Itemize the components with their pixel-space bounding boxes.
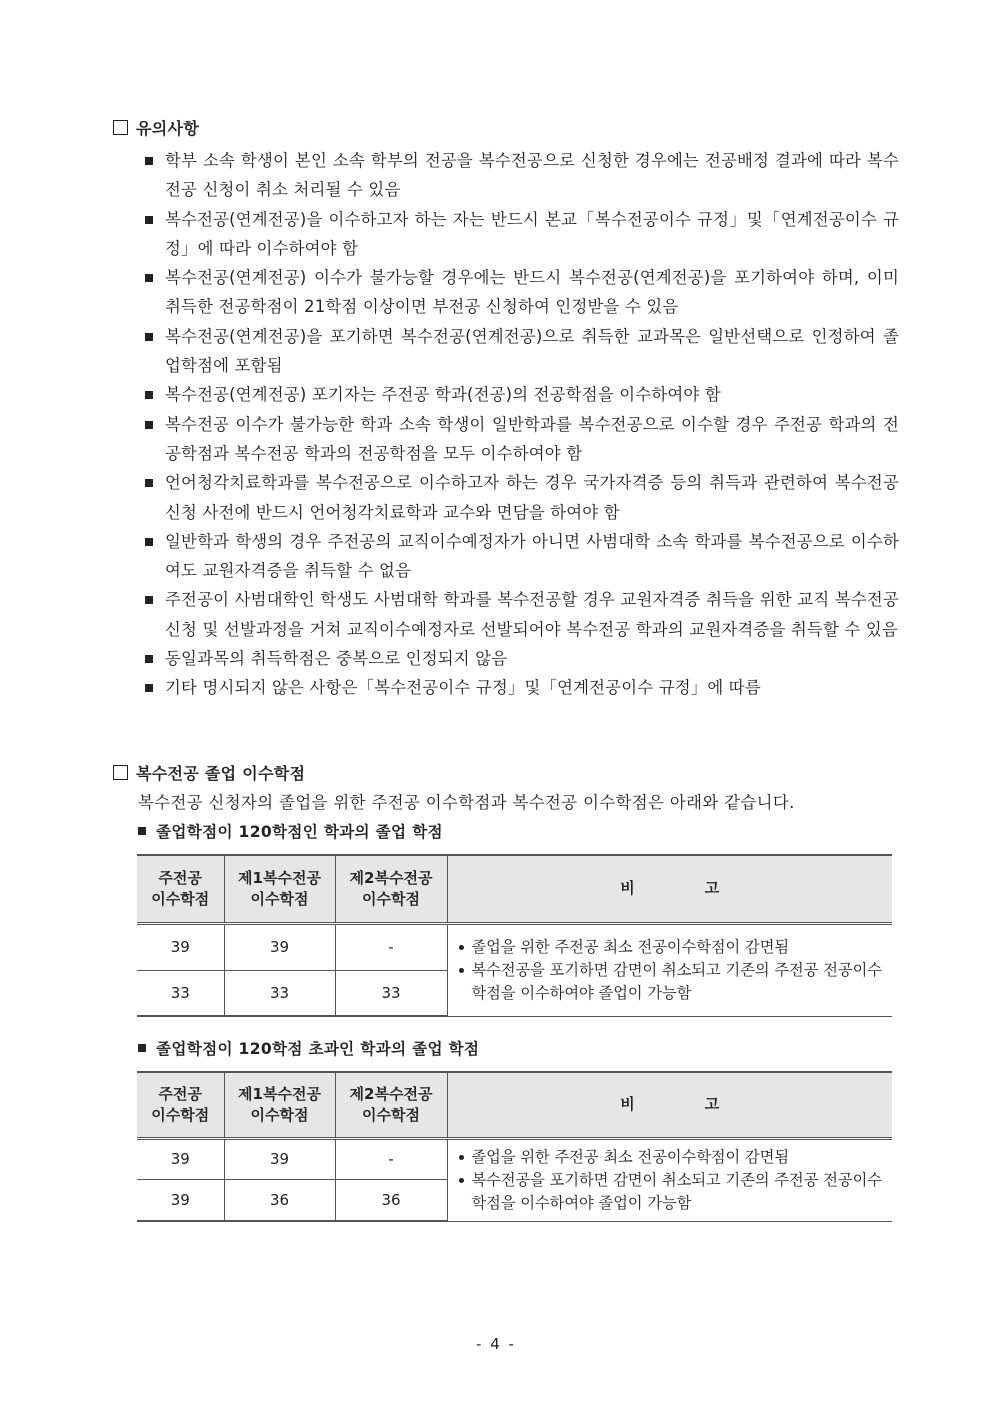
remark-line: [454, 1169, 887, 1215]
table-row: [137, 923, 892, 970]
note-text: 언어청각치료학과를 복수전공으로 이수하고자 하는 경우 국가자격증 등의 취득과 관련하여 복수전공 신청 사전에 반드시 언어청각치료학과 교수와 면담을 하여야 함: [165, 473, 899, 522]
list-item: [143, 410, 899, 469]
header-line: 제2복수전공: [349, 868, 433, 887]
note-text: 복수전공(연계전공)을 포기하면 복수전공(연계전공)으로 취득한 교과목은 일반선택으로 인정하여 졸업학점에 포함됨: [165, 326, 899, 376]
list-item: [143, 585, 899, 644]
graduation-intro: 복수전공 신청자의 졸업을 위한 주전공 이수학점과 복수전공 이수학점은 아래와 같습니다.: [138, 793, 795, 812]
bullet-square-icon: [145, 538, 153, 546]
remark-text: 졸업을 위한 주전공 최소 전공이수학점이 감면됨: [471, 1147, 790, 1166]
list-item: [143, 205, 899, 264]
list-item: [143, 673, 899, 702]
notes-section-heading: [113, 116, 199, 139]
table-caption-over-120: [138, 1037, 479, 1059]
list-item: [143, 146, 899, 205]
table-cell: -: [335, 923, 447, 970]
note-text: 일반학과 학생의 경우 주전공의 교직이수예정자가 아니면 사범대학 소속 학과를 복수전공으로 이수하여도 교원자격증을 취득할 수 없음: [165, 531, 899, 581]
bullet-square-icon: [145, 391, 153, 399]
notes-list: [143, 146, 899, 703]
bullet-square-icon: [138, 1044, 146, 1052]
table-cell: 33: [224, 970, 335, 1016]
table-cell: 39: [224, 1138, 335, 1179]
header-second-double-major: [335, 1072, 447, 1138]
header-line: 이수학점: [362, 1105, 420, 1124]
note-text: 기타 명시되지 않은 사항은「복수전공이수 규정」및「연계전공이수 규정」에 따름: [165, 678, 761, 698]
header-line: 제1복수전공: [238, 1084, 321, 1103]
bullet-square-icon: [145, 216, 153, 224]
table-row: [137, 1138, 892, 1179]
header-major-credits: [137, 855, 224, 923]
header-line: 제2복수전공: [349, 1084, 433, 1103]
bullet-square-icon: [145, 655, 153, 663]
header-remarks: [447, 855, 892, 923]
table-caption-text: 졸업학점이 120학점 초과인 학과의 졸업 학점: [156, 1040, 480, 1058]
table-cell: 33: [335, 970, 447, 1016]
table-header-row: [137, 1072, 892, 1138]
list-item: [143, 644, 899, 673]
bullet-square-icon: [145, 333, 153, 341]
list-item: [143, 527, 899, 586]
header-remarks: [447, 1072, 892, 1138]
bullet-square-icon: [145, 157, 153, 165]
note-text: 동일과목의 취득학점은 중복으로 인정되지 않음: [165, 649, 508, 669]
header-line: 이수학점: [151, 889, 210, 908]
bullet-square-icon: [145, 421, 153, 429]
table-cell: 39: [137, 1179, 224, 1221]
table-cell: 39: [137, 1138, 224, 1179]
note-text: 학부 소속 학생이 본인 소속 학부의 전공을 복수전공으로 신청한 경우에는 전공배정 결과에 따라 복수전공 신청이 취소 처리될 수 있음: [165, 151, 899, 200]
table-header-row: [137, 855, 892, 923]
remarks-cell: [447, 1138, 892, 1221]
note-text: 복수전공(연계전공) 포기자는 주전공 학과(전공)의 전공학점을 이수하여야 함: [165, 385, 721, 405]
note-text: 복수전공(연계전공) 이수가 불가능할 경우에는 반드시 복수전공(연계전공)을 포기하여야 하며, 이미 취득한 전공학점이 21학점 이상이면 부전공 신청하여 인정받을 수 있음: [165, 268, 899, 317]
remark-text: 복수전공을 포기하면 감면이 취소되고 기존의 주전공 전공이수학점을 이수하여야 졸업이 가능함: [471, 1170, 882, 1212]
graduation-section-title: 복수전공 졸업 이수학점: [136, 764, 306, 783]
notes-section-title: 유의사항: [136, 119, 200, 138]
remark-text: 졸업을 위한 주전공 최소 전공이수학점이 감면됨: [471, 937, 790, 956]
table-cell: 36: [224, 1179, 335, 1221]
header-line: 제1복수전공: [238, 868, 321, 887]
header-line: 이수학점: [151, 1105, 210, 1124]
header-remarks-text: 비고: [620, 879, 790, 898]
page-number: - 4 -: [476, 1335, 516, 1353]
remark-text: 복수전공을 포기하면 감면이 취소되고 기존의 주전공 전공이수학점을 이수하여야 졸업이 가능함: [471, 960, 882, 1002]
table-cell: 33: [137, 970, 224, 1016]
list-item: [143, 468, 899, 527]
bullet-dot-icon: [459, 968, 464, 973]
table-cell: 39: [137, 923, 224, 970]
note-text: 주전공이 사범대학인 학생도 사범대학 학과를 복수전공할 경우 교원자격증 취득을 위한 교직 복수전공 신청 및 선발과정을 거쳐 교직이수예정자로 선발되어야 복수전공 학과의 교원자격증을 취득할 수 있음: [165, 590, 899, 639]
bullet-dot-icon: [459, 945, 464, 950]
table-caption-text: 졸업학점이 120학점인 학과의 졸업 학점: [156, 823, 443, 841]
credits-table-over-120: [137, 1071, 892, 1222]
bullet-square-icon: [138, 827, 146, 835]
list-item: [143, 380, 899, 409]
graduation-section-heading: [113, 761, 305, 784]
checkbox-square-icon: [113, 765, 128, 780]
header-line: 이수학점: [250, 889, 309, 908]
remark-line: [454, 1146, 887, 1169]
header-line: 이수학점: [362, 889, 420, 908]
header-second-double-major: [335, 855, 447, 923]
bullet-square-icon: [145, 596, 153, 604]
bullet-square-icon: [145, 684, 153, 692]
credits-table-120: [137, 854, 892, 1017]
table-caption-120: [138, 820, 443, 842]
header-major-credits: [137, 1072, 224, 1138]
header-first-double-major: [224, 1072, 335, 1138]
remarks-cell: [447, 923, 892, 1016]
header-line: 이수학점: [250, 1105, 309, 1124]
note-text: 복수전공 이수가 불가능한 학과 소속 학생이 일반학과를 복수전공으로 이수할 경우 주전공 학과의 전공학점과 복수전공 학과의 전공학점을 모두 이수하여야 함: [165, 414, 899, 463]
table-cell: 39: [224, 923, 335, 970]
header-line: 주전공: [158, 868, 202, 887]
bullet-square-icon: [145, 479, 153, 487]
header-remarks-text: 비고: [620, 1095, 790, 1114]
list-item: [143, 263, 899, 322]
note-text: 복수전공(연계전공)을 이수하고자 하는 자는 반드시 본교「복수전공이수 규정」및「연계전공이수 규정」에 따라 이수하여야 함: [165, 209, 899, 258]
checkbox-square-icon: [113, 120, 128, 135]
table-cell: -: [335, 1138, 447, 1179]
bullet-square-icon: [145, 274, 153, 282]
header-first-double-major: [224, 855, 335, 923]
bullet-dot-icon: [459, 1155, 464, 1160]
table-cell: 36: [335, 1179, 447, 1221]
remark-line: [454, 959, 887, 1005]
remark-line: [454, 936, 887, 959]
header-line: 주전공: [158, 1084, 202, 1103]
bullet-dot-icon: [459, 1178, 464, 1183]
list-item: [143, 322, 899, 381]
